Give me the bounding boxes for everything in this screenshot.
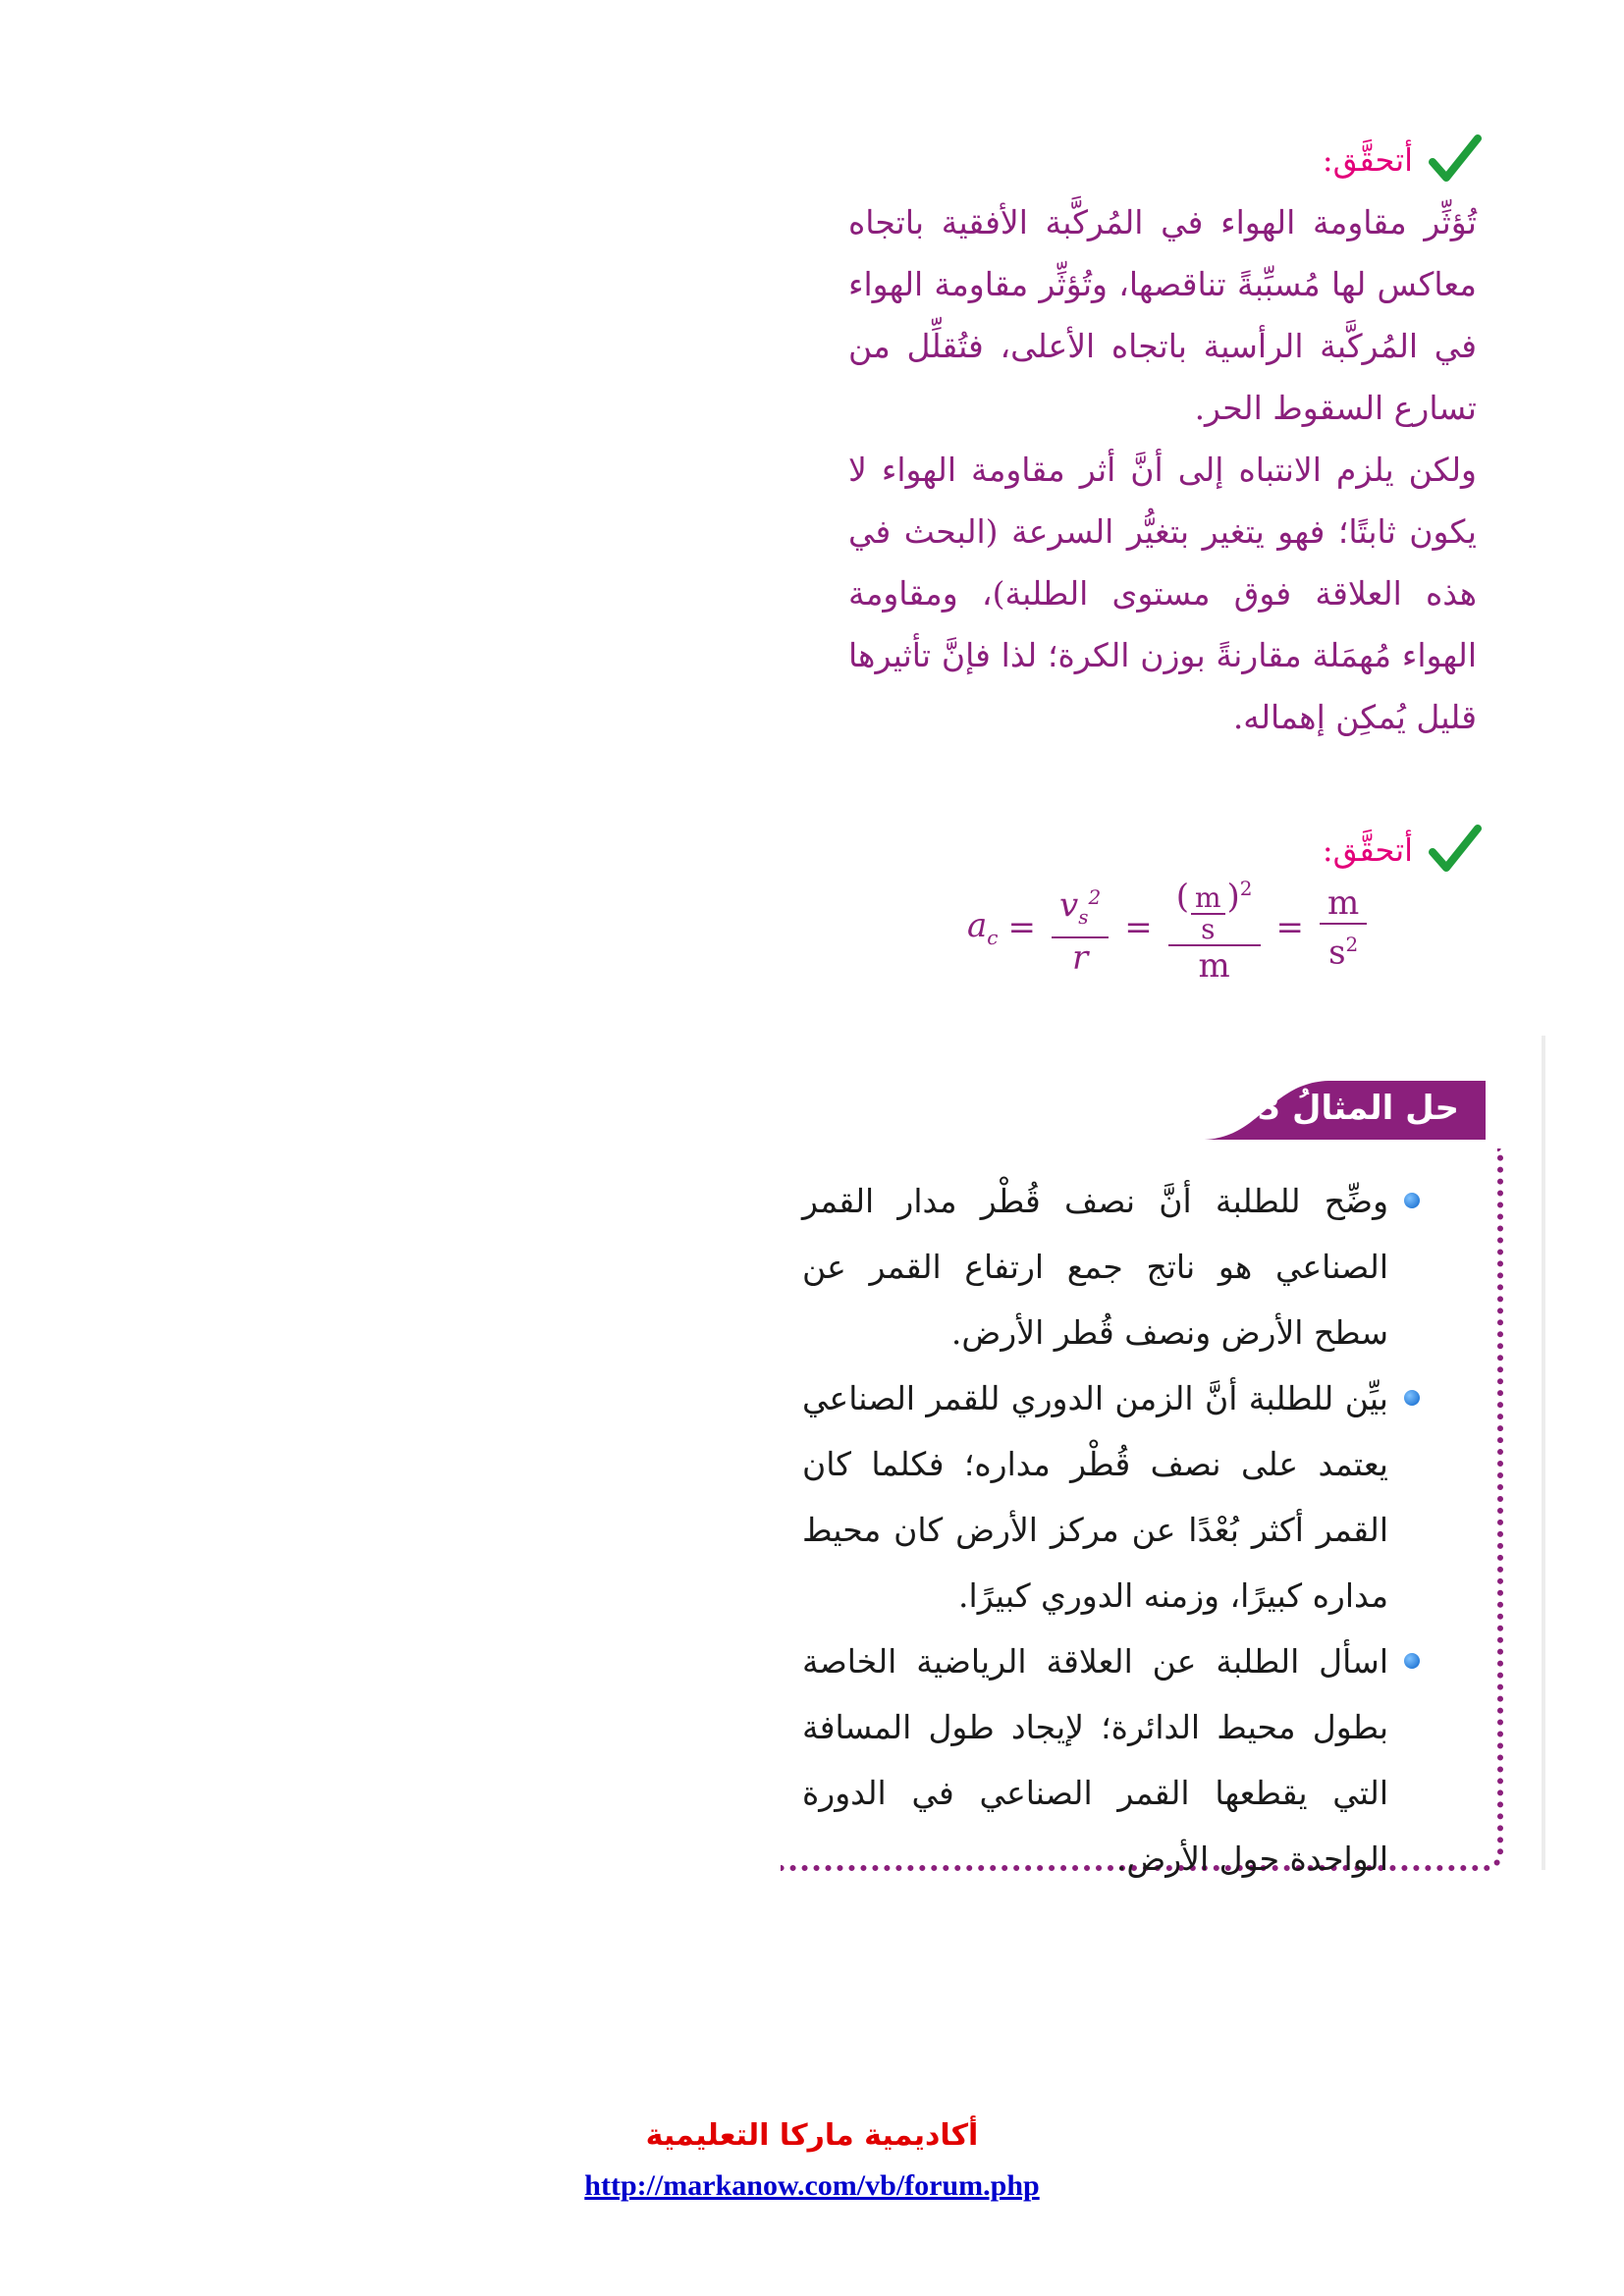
bullet-dot-icon	[1404, 1390, 1420, 1406]
fraction-units: ( $\frac{m}{s}$ )$^2$ m	[1168, 869, 1261, 986]
centripetal-acceleration-equation: $a_c$ = $\frac{v_s^2}{r}$ = ( $\frac{m}{s}$ )$^2$ m = $\frac{m}{s^2}$	[967, 869, 1373, 986]
paragraph-air-resistance-note: ولكن يلزم الانتباه إلى أنَّ أثر مقاومة الهواء لا يكون ثابتًا؛ فهو يتغير بتغيُّر السرعة (البحث في هذه العلاقة فوق مستوى الطلبة)، ومقاومة الهواء مُهمَلة مقارنةً بوزن الكرة؛ لذا فإنَّ تأثيرها قليل يُمكِن إهماله.	[848, 451, 1477, 736]
list-item: بيِّن للطلبة أنَّ الزمن الدوري للقمر الصناعي يعتمد على نصف قُطْر مداره؛ فكلما كان القمر أكثر بُعْدًا عن مركز الأرض كان محيط مداره كبيرًا، وزمنه الدوري كبيرًا.	[802, 1365, 1416, 1629]
example-title: حل المثالُ 13	[1233, 1089, 1459, 1128]
margin-line	[1542, 1036, 1545, 1870]
footer-title: أكاديمية ماركا التعليمية	[645, 2118, 979, 2153]
fraction-v-over-r: $\frac{v_s^2}{r}$	[1052, 878, 1109, 978]
check-mark-icon	[1427, 133, 1482, 187]
list-item: اسأل الطلبة عن العلاقة الرياضية الخاصة بطول محيط الدائرة؛ لإيجاد طول المسافة التي يقطعها القمر الصناعي في الدورة الواحدة حول الأرض.	[802, 1629, 1416, 1892]
bullet-dot-icon	[1404, 1653, 1420, 1669]
check-heading-1	[1323, 133, 1482, 187]
example-bullet-list	[802, 1168, 1416, 1892]
list-item: وضِّح للطلبة أنَّ نصف قُطْر مدار القمر الصناعي هو ناتج جمع ارتفاع القمر عن سطح الأرض ونصف قُطر الأرض.	[802, 1168, 1416, 1365]
check-label: أتحقَّق:	[1322, 831, 1413, 869]
fraction-result: $\frac{m}{s^2}$	[1320, 883, 1367, 972]
equation-lhs: $a_c$	[967, 905, 999, 949]
footer-link[interactable]: http://markanow.com/vb/forum.php	[584, 2169, 1040, 2202]
bullet-dot-icon	[1404, 1193, 1420, 1208]
check-body-1	[848, 191, 1477, 748]
paragraph-air-resistance: تُؤثِّر مقاومة الهواء في المُركَّبة الأفقية باتجاه معاكس لها مُسبِّبةً تناقصها، وتُؤثِّر مقاومة الهواء في المُركَّبة الرأسية باتجاه الأعلى، فتُقلِّل من تسارع السقوط الحر.	[848, 203, 1477, 427]
check-label: أتحقَّق:	[1322, 141, 1413, 179]
check-mark-icon	[1427, 823, 1482, 878]
